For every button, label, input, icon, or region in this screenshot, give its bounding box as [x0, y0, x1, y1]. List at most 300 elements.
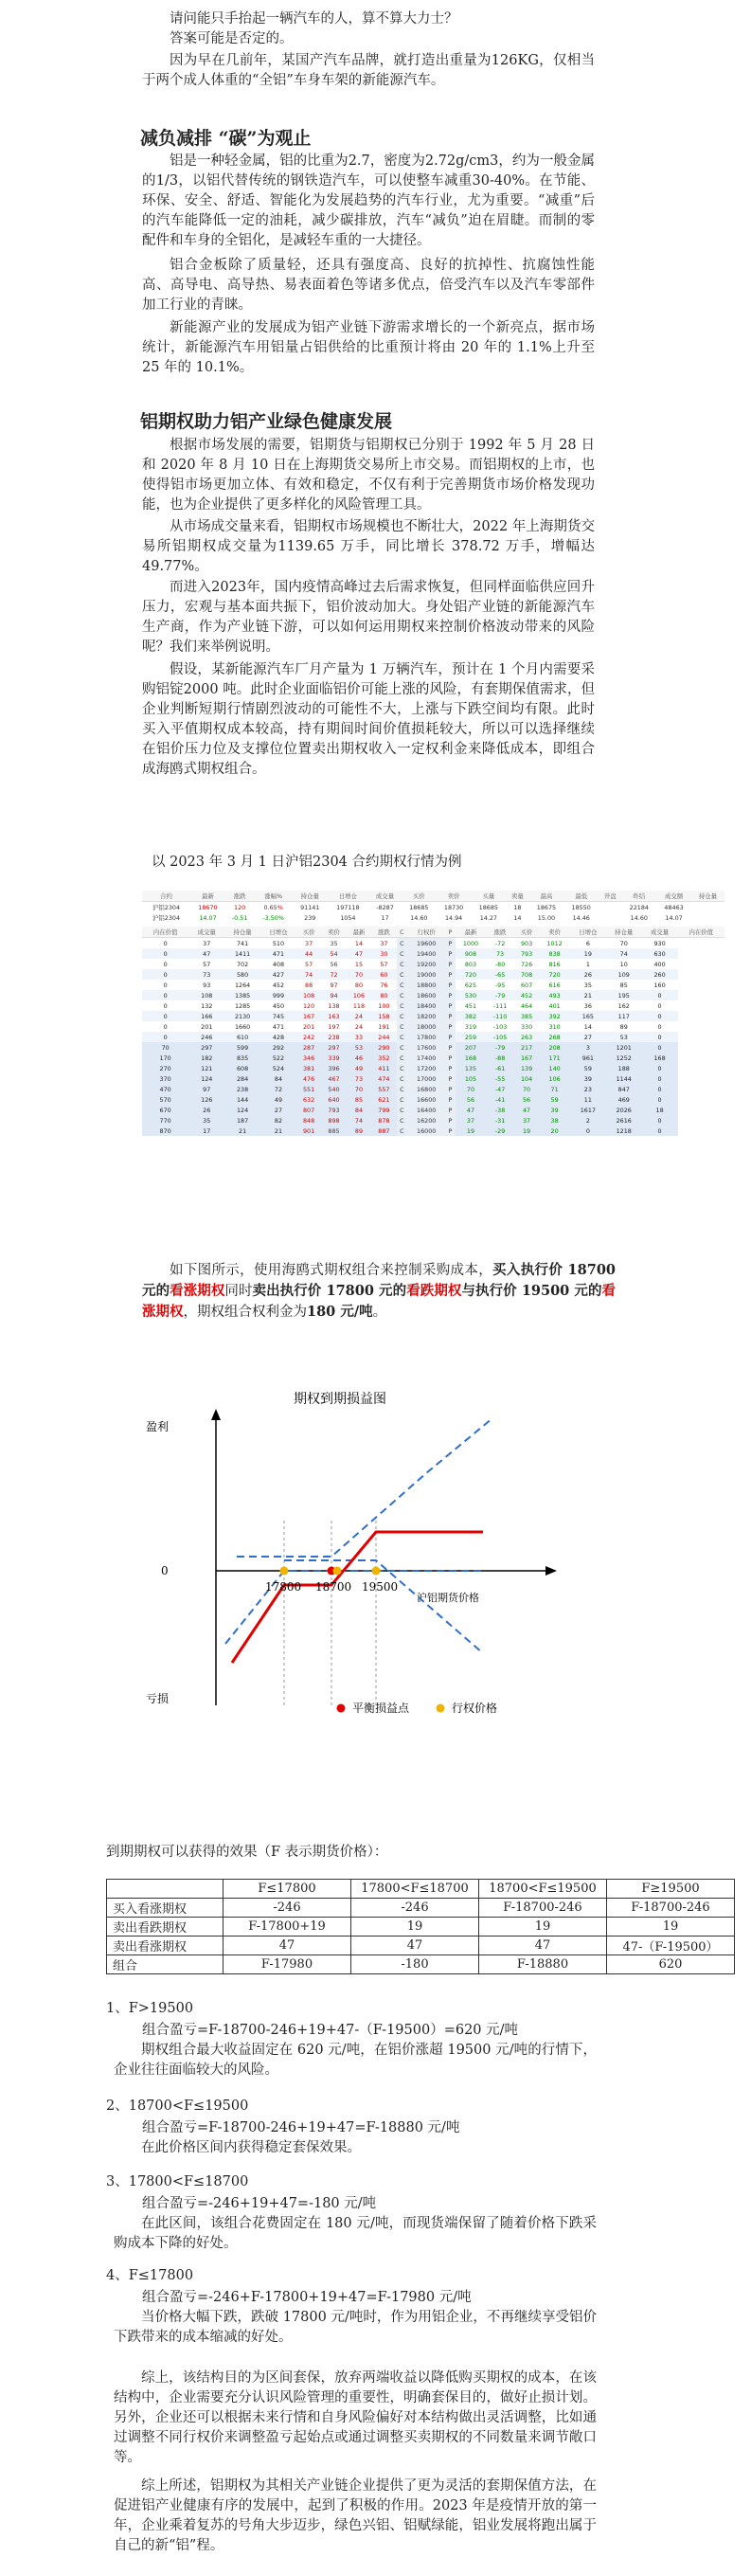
chain-cell: 607	[520, 981, 533, 989]
chain-cell: 54	[330, 949, 338, 958]
chain-cell: -95	[494, 981, 506, 989]
chain-cell: 0	[585, 1126, 590, 1135]
chain-cell: 56	[466, 1095, 475, 1104]
chain-cell: 24	[354, 1012, 364, 1020]
chain-cell: 630	[653, 949, 666, 958]
chain-cell: 408	[272, 960, 285, 968]
chain-cell: 140	[548, 1064, 561, 1072]
chain-cell: 24	[354, 1022, 364, 1031]
chain-cell: 284	[236, 1074, 249, 1083]
chain-cell: 33	[354, 1033, 364, 1041]
case-3-text: 在此区间，该组合花费固定在 180 元/吨，而现货端保留了随着价格下跌采购成本下降的好处。	[114, 2216, 597, 2251]
chain-cell: 11	[583, 1095, 592, 1104]
chain-cell: 59	[583, 1064, 592, 1072]
chain-cell: 165	[581, 1012, 594, 1020]
chain-cell: 961	[581, 1054, 594, 1062]
payoff-row-label: 买入看涨期权	[107, 1899, 224, 1918]
intro-question: 请问能只手抬起一辆汽车的人，算不算大力士？	[170, 11, 458, 27]
chain-cell: C	[397, 1084, 408, 1094]
chain-cell: 60	[380, 970, 388, 979]
chain-cell: 0	[657, 1095, 662, 1104]
chain-cell: 187	[236, 1116, 249, 1125]
summary-cell: 14.60	[630, 913, 648, 922]
y-axis-loss-label: 亏损	[146, 1692, 170, 1705]
payoff-intro: 到期期权可以获得的效果（F 表示期货价格）：	[106, 1845, 388, 1860]
chain-cell: 191	[378, 1022, 390, 1031]
chain-cell: 46	[354, 1054, 364, 1062]
chain-header-cell: 日增仓	[260, 927, 296, 938]
chain-cell: 246	[201, 1033, 213, 1041]
chain-cell: 162	[617, 1001, 630, 1010]
chain-cell: 35	[583, 981, 592, 989]
chain-cell: 1	[585, 960, 590, 968]
chain-cell: 124	[201, 1074, 213, 1083]
chain-cell: P	[445, 969, 455, 980]
payoff-diagram	[104, 1378, 635, 1738]
chain-cell: 464	[520, 1001, 533, 1010]
chain-cell: 745	[272, 1012, 285, 1020]
chain-cell: 0	[163, 970, 168, 979]
chain-cell: 121	[201, 1064, 213, 1072]
chain-cell: 0	[657, 1085, 662, 1093]
section-title-aluminum-options: 铝期权助力铝产业绿色健康发展	[140, 411, 393, 432]
payoff-cell: 47	[479, 1937, 607, 1955]
x-axis-arrow	[545, 1566, 557, 1576]
chain-cell: 158	[378, 1012, 390, 1020]
chain-header-cell: 最新	[347, 927, 371, 938]
summary-cell: 18	[513, 903, 522, 911]
chain-cell: 522	[272, 1054, 285, 1062]
payoff-cell: F-18700-246	[607, 1899, 735, 1918]
chain-cell: 38	[550, 1116, 559, 1125]
chain-cell: 168	[464, 1054, 477, 1062]
chain-cell: 19	[583, 949, 592, 958]
chain-cell: 1012	[546, 939, 563, 947]
chain-cell: 816	[548, 960, 561, 968]
summary-cell: 18675	[536, 903, 557, 911]
chain-cell: 37	[380, 939, 388, 947]
chain-cell: 36	[583, 1001, 592, 1010]
chain-cell: 14	[583, 1022, 592, 1031]
chain-cell: 0	[163, 1001, 168, 1010]
chain-cell: 770	[159, 1116, 171, 1125]
summary-header-cell: 卖价	[437, 891, 472, 902]
chain-cell: 18200	[407, 1011, 445, 1021]
summary-row	[142, 902, 724, 913]
chain-cell: 35	[203, 1116, 211, 1125]
chain-cell: 2616	[616, 1116, 632, 1125]
summary-cell: 14.60	[410, 913, 428, 922]
payoff-header-cell: 18700<F≤19500	[479, 1880, 607, 1899]
summary-header-cell: 最高	[529, 891, 564, 902]
strategy-text: 。	[372, 1305, 387, 1320]
payoff-cell: 19	[351, 1918, 479, 1937]
chain-cell: 208	[548, 1043, 561, 1052]
chain-cell: 15	[354, 960, 364, 968]
summary-header-cell: 最新	[190, 891, 225, 902]
chain-cell: -79	[494, 991, 506, 1000]
conclusion-paragraph-1: 综上，该结构目的为区间套保，放弃两端收益以降低购买期权的成本，在该结构中，企业需要充分认识风险管理的重要性，明确套保目的，做好止损计划。另外，企业还可以根据未来行情和自身风险偏好对本结构做出灵活调整，比如通过调整不同行权价来调整盈亏起始点或通过调整买卖期权的不同数量来调节敞口等。	[114, 2370, 597, 2465]
case-2-text: 在此价格区间内获得稳定套保效果。	[141, 2140, 361, 2155]
summary-cell: 18685	[409, 903, 429, 911]
chain-cell: 85	[619, 981, 628, 989]
chain-cell: 0	[657, 1033, 662, 1041]
payoff-row	[107, 1918, 735, 1937]
futures-quote-summary	[142, 891, 724, 923]
chain-cell: 493	[548, 991, 561, 1000]
chain-cell: 21	[274, 1126, 283, 1135]
chain-cell: C	[397, 1000, 408, 1011]
chain-cell: 188	[617, 1064, 630, 1072]
chain-cell: P	[445, 948, 455, 959]
payoff-row-label: 组合	[107, 1955, 224, 1974]
zero-label: 0	[161, 1564, 169, 1577]
chain-cell: 108	[201, 991, 213, 1000]
chain-cell: 201	[201, 1022, 213, 1031]
chain-header-cell: 行权价	[407, 927, 445, 938]
chain-cell: 168	[653, 1054, 666, 1062]
chain-cell: P	[445, 1126, 455, 1136]
chain-cell: 19400	[407, 948, 445, 959]
summary-header-cell: 日增仓	[328, 891, 368, 902]
chain-cell: C	[397, 1053, 408, 1063]
strike-label-18700: 18700	[315, 1580, 352, 1594]
chain-row	[142, 1084, 724, 1094]
chain-cell: 382	[464, 1012, 477, 1020]
chain-row	[142, 1000, 724, 1011]
chain-cell: 540	[328, 1085, 340, 1093]
chain-cell: 16600	[407, 1094, 445, 1105]
chain-cell: -103	[492, 1022, 508, 1031]
chain-cell: 1264	[234, 981, 251, 989]
chain-cell: 1000	[462, 939, 479, 947]
chain-cell: 370	[159, 1074, 171, 1083]
chain-cell: 100	[378, 1001, 390, 1010]
y-axis-profit-label: 盈利	[146, 1420, 170, 1433]
chain-cell: 352	[378, 1054, 390, 1062]
chain-cell: 72	[330, 970, 338, 979]
case-1-text: 期权组合最大收益固定在 620 元/吨，在铝价涨超 19500 元/吨的行情下，企业往往面临较大的风险。	[114, 2043, 597, 2078]
chain-cell: 80	[380, 991, 388, 1000]
strategy-buy-call: 买入执行价 18700 元的	[142, 1262, 617, 1299]
chain-row	[142, 1094, 724, 1105]
chain-cell: 109	[617, 970, 630, 979]
chain-cell: 1385	[234, 991, 251, 1000]
chain-row	[142, 1073, 724, 1084]
summary-cell: 48463	[664, 903, 684, 911]
chain-cell: 467	[328, 1074, 340, 1083]
chain-cell: 47	[354, 949, 364, 958]
chain-cell: 84	[274, 1074, 283, 1083]
chain-cell: 2	[585, 1116, 590, 1125]
summary-header-cell: 成交额	[656, 891, 691, 902]
chain-header-cell: 买价	[296, 927, 321, 938]
chain-cell: -110	[492, 1012, 508, 1020]
sec1-paragraph-3: 新能源产业的发展成为铝产业链下游需求增长的一个新亮点，据市场统计，新能源汽车用铝量占铝供给的比重预计将由 20 年的 1.1%上升至 25 年的 10.1%。	[142, 320, 595, 375]
chain-cell: P	[445, 1073, 455, 1084]
summary-cell	[599, 902, 621, 913]
chain-cell: 0	[657, 1074, 662, 1083]
chain-cell: 451	[464, 1001, 477, 1010]
chain-cell: 297	[201, 1043, 213, 1052]
chain-cell: 20	[550, 1126, 559, 1135]
chain-cell: 0	[163, 939, 168, 947]
chain-header-cell: 内在价值	[678, 927, 724, 938]
chain-cell: 167	[520, 1054, 533, 1062]
chain-cell: C	[397, 1073, 408, 1084]
chain-cell: 524	[272, 1064, 285, 1072]
payoff-cell: -180	[351, 1955, 479, 1974]
chain-cell: 260	[653, 970, 666, 979]
case-3-title: 3、17800<F≤18700	[106, 2174, 249, 2189]
chain-cell: 53	[619, 1033, 628, 1041]
chain-cell: C	[397, 1115, 408, 1126]
chain-row	[142, 1115, 724, 1126]
chain-header-cell: 成交量	[642, 927, 678, 938]
chain-cell: 0	[657, 1043, 662, 1052]
chain-cell: 217	[520, 1043, 533, 1052]
payoff-cell: F-17800+19	[224, 1918, 351, 1937]
chain-cell: 80	[354, 981, 364, 989]
chain-cell: 19	[522, 1126, 531, 1135]
chain-cell: 625	[464, 981, 477, 989]
chain-cell: 268	[548, 1033, 561, 1041]
chain-cell: 85	[354, 1095, 364, 1104]
chain-row	[142, 959, 724, 969]
chain-cell: 885	[328, 1126, 340, 1135]
summary-header-cell: 最低	[563, 891, 599, 902]
summary-cell: 18550	[571, 903, 591, 911]
chain-cell: 37	[466, 1116, 475, 1125]
chain-cell: 139	[520, 1064, 533, 1072]
chain-cell: 49	[354, 1064, 364, 1072]
chain-cell: P	[445, 1042, 455, 1053]
chain-cell: P	[445, 1011, 455, 1021]
chain-cell: 195	[617, 991, 630, 1000]
strike-label-19500: 19500	[362, 1580, 399, 1594]
summary-header-cell: 昨结	[621, 891, 656, 902]
chain-cell: 427	[272, 970, 285, 979]
chain-cell: -105	[492, 1033, 508, 1041]
chain-cell: 1411	[234, 949, 251, 958]
chain-cell: C	[397, 1105, 408, 1115]
chain-cell: 70	[354, 970, 364, 979]
summary-cell: 14.27	[479, 913, 497, 922]
summary-cell: 14.07	[665, 913, 683, 922]
chain-cell: 835	[236, 1054, 249, 1062]
chain-header-cell: 持仓量	[606, 927, 642, 938]
chain-cell: 37	[305, 939, 313, 947]
chain-cell: 26	[583, 970, 592, 979]
chain-cell: 47	[522, 1106, 531, 1114]
chain-cell: 138	[328, 1001, 340, 1010]
chain-cell: 450	[272, 1001, 285, 1010]
chain-header-row	[142, 927, 724, 938]
option-quote-table	[142, 891, 724, 1175]
chain-cell: 19000	[407, 969, 445, 980]
chain-cell: C	[397, 948, 408, 959]
chain-cell: 741	[236, 939, 249, 947]
chain-cell: 73	[354, 1074, 364, 1083]
chain-cell: 17000	[407, 1073, 445, 1084]
chain-cell: 44	[305, 949, 313, 958]
chain-cell: C	[397, 1126, 408, 1136]
payoff-header-cell: F≤17800	[224, 1880, 351, 1899]
chain-cell: 452	[520, 991, 533, 1000]
chain-cell: 3	[585, 1043, 590, 1052]
chain-cell: C	[397, 990, 408, 1000]
chain-cell: 167	[302, 1012, 315, 1020]
chain-header-cell: 最新	[456, 927, 487, 938]
strategy-call-term-2: 看涨期权	[142, 1283, 617, 1320]
chain-cell: 0	[163, 960, 168, 968]
option-chain-table	[142, 927, 724, 1136]
sec2-paragraph-3: 而进入2023年，国内疫情高峰过去后需求恢复，但同样面临供应回升压力，宏观与基本面共振下，铝价波动加大。身处铝产业链的新能源汽车生产商，作为产业链下游，可以如何运用期权来控制价格波动带来的风险呢？我们来举例说明。	[142, 580, 595, 655]
case-4-formula: 组合盈亏=-246+F-17800+19+47=F-17980 元/吨	[142, 2290, 472, 2305]
chain-cell: 70	[161, 1043, 170, 1052]
chain-cell: 82	[274, 1116, 283, 1125]
chain-cell: 57	[305, 960, 313, 968]
chain-cell: 166	[201, 1012, 213, 1020]
chain-cell: C	[397, 1032, 408, 1042]
chain-cell: 57	[203, 960, 211, 968]
chain-cell: 400	[653, 960, 666, 968]
chain-cell: 170	[159, 1054, 171, 1062]
chain-cell: 56	[522, 1095, 531, 1104]
chain-cell: 126	[201, 1095, 213, 1104]
chain-cell: 17400	[407, 1053, 445, 1063]
chain-cell: P	[445, 1021, 455, 1032]
chain-cell: 104	[520, 1074, 533, 1083]
payoff-header-cell: 17800<F≤18700	[351, 1880, 479, 1899]
chain-cell: 35	[330, 939, 338, 947]
chain-header-cell: 卖价	[539, 927, 570, 938]
chain-cell: 19200	[407, 959, 445, 969]
chain-cell: 144	[236, 1095, 249, 1104]
chain-cell: 847	[617, 1085, 630, 1093]
summary-cell: 1054	[340, 913, 356, 922]
chain-cell: 930	[653, 939, 666, 947]
summary-cell: -0.51	[231, 913, 248, 922]
summary-header-cell: 买价	[402, 891, 437, 902]
summary-cell: 22184	[629, 903, 649, 911]
chain-cell: 471	[272, 1022, 285, 1031]
chain-cell: 1144	[616, 1074, 632, 1083]
payoff-row-label: 卖出看涨期权	[107, 1937, 224, 1955]
chain-cell: 94	[330, 991, 338, 1000]
chain-cell: 0	[163, 1012, 168, 1020]
chain-cell: 97	[203, 1085, 211, 1093]
summary-header-cell: 成交量	[368, 891, 402, 902]
payoff-cell: F-18700-246	[479, 1899, 607, 1918]
chain-cell: 887	[378, 1126, 390, 1135]
chain-cell: -65	[494, 970, 506, 979]
summary-cell: 17	[381, 913, 389, 922]
chain-cell: 132	[201, 1001, 213, 1010]
chain-cell: -88	[494, 1054, 506, 1062]
case-1-formula: 组合盈亏=F-18700-246+19+47-（F-19500）=620 元/吨	[142, 2023, 519, 2038]
payoff-cell: F-17980	[224, 1955, 351, 1974]
chain-cell: 616	[548, 981, 561, 989]
strategy-sell-call: 与执行价 19500 元的	[461, 1283, 602, 1299]
chain-cell: 105	[464, 1074, 477, 1083]
chain-cell: 18600	[407, 990, 445, 1000]
chain-cell: 10	[619, 960, 628, 968]
chain-cell: 610	[236, 1033, 249, 1041]
chain-cell: 74	[354, 1116, 364, 1125]
summary-cell: 0.65%	[263, 903, 283, 911]
summary-header-cell: 卖量	[506, 891, 528, 902]
chain-cell: 530	[464, 991, 477, 1000]
chain-cell: P	[445, 959, 455, 969]
chain-cell: 474	[378, 1074, 390, 1083]
strategy-text: ，期权组合权利金为	[183, 1305, 307, 1320]
payoff-row	[107, 1955, 735, 1974]
chain-row	[142, 1053, 724, 1063]
chain-cell: 0	[657, 1012, 662, 1020]
chain-header-cell: 涨跌	[371, 927, 396, 938]
strategy-put-term: 看跌期权	[406, 1283, 462, 1299]
chain-cell: 76	[380, 981, 388, 989]
chain-cell: C	[397, 1094, 408, 1105]
chain-row	[142, 1011, 724, 1021]
chain-cell: 89	[354, 1126, 364, 1135]
chain-cell: 292	[272, 1043, 285, 1052]
chain-cell: C	[397, 1042, 408, 1053]
strike-point-17800	[280, 1567, 289, 1576]
chain-cell: 135	[464, 1064, 477, 1072]
summary-row	[142, 912, 724, 923]
chain-cell: 259	[464, 1033, 477, 1041]
chain-cell: 901	[302, 1126, 315, 1135]
summary-header-cell: 持仓量	[293, 891, 328, 902]
chain-cell: 803	[464, 960, 477, 968]
chain-cell: 93	[203, 981, 211, 989]
legend-breakeven-label: 平衡损益点	[352, 1702, 410, 1715]
chain-cell: 27	[274, 1106, 283, 1114]
chain-header-cell: 日增仓	[570, 927, 606, 938]
chain-cell: 1252	[616, 1054, 632, 1062]
chain-cell: 411	[378, 1064, 390, 1072]
chain-cell: 999	[272, 991, 285, 1000]
chain-cell: 898	[328, 1116, 340, 1125]
chain-cell: 452	[272, 981, 285, 989]
summary-cell: 14.07	[199, 913, 217, 922]
chain-cell: 290	[378, 1043, 390, 1052]
payoff-cell: 19	[479, 1918, 607, 1937]
chain-cell: 37	[522, 1116, 531, 1125]
chain-cell: 848	[302, 1116, 315, 1125]
chain-header-cell: P	[445, 927, 455, 938]
chain-cell: 2026	[616, 1106, 632, 1114]
chain-cell: 163	[328, 1012, 340, 1020]
chain-cell: 70	[354, 1085, 364, 1093]
chain-cell: 238	[236, 1085, 249, 1093]
summary-cell: 197118	[336, 903, 360, 911]
chain-cell: 72	[274, 1085, 283, 1093]
chain-cell: 346	[302, 1054, 315, 1062]
x-axis-label: 沪铝期货价格	[417, 1592, 479, 1604]
chain-cell: 330	[520, 1022, 533, 1031]
chain-cell: 870	[159, 1126, 171, 1135]
payoff-diagram-svg	[104, 1378, 635, 1738]
chain-cell: 720	[548, 970, 561, 979]
chain-cell: 182	[201, 1054, 213, 1062]
summary-header-row	[142, 891, 724, 902]
chain-cell: 16000	[407, 1126, 445, 1136]
chain-cell: -80	[494, 960, 506, 968]
chain-cell: P	[445, 938, 455, 949]
